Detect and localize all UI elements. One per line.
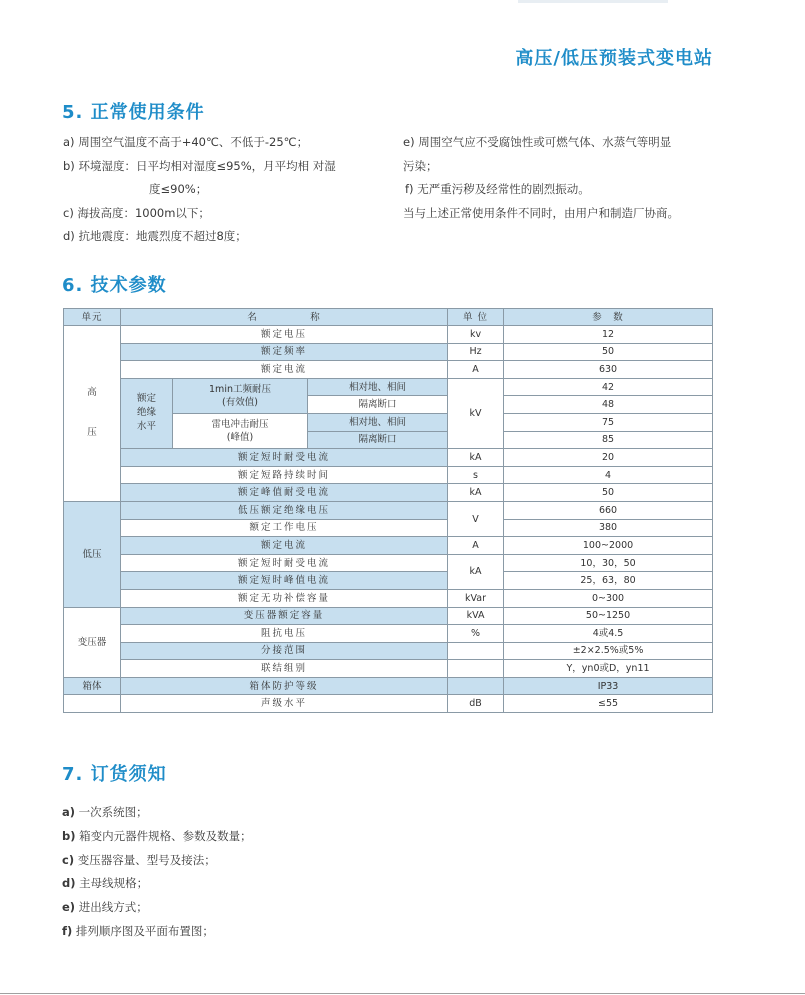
section-5-title: 5. 正常使用条件 [62,102,205,123]
header-param: 参 数 [504,309,713,326]
group-hv: 高 压 [64,326,121,502]
value-cell: IP33 [504,677,713,695]
tr-vector-group: 联结组别 [121,660,448,678]
hv-rated-voltage: 额定电压 [121,326,448,344]
list-item: f) 排列顺序图及平面布置图； [62,923,214,938]
value-cell: 50 [504,343,713,361]
hv-peak-current: 额定峰值耐受电流 [121,484,448,502]
hv-rated-current: 额定电流 [121,361,448,379]
condition-e: e) 周围空气应不受腐蚀性或可燃气体、水蒸气等明显 [403,135,672,149]
value-cell: 630 [504,361,713,379]
tr-rated-capacity: 变压器额定容量 [121,607,448,625]
technical-parameters-table [63,308,713,713]
value-cell: 0~300 [504,589,713,607]
isolating-gap: 隔离断口 [308,431,448,449]
tr-impedance-voltage: 阻抗电压 [121,625,448,643]
value-cell: 48 [504,396,713,414]
unit-cell [448,660,504,678]
unit-cell [448,642,504,660]
list-item: d) 主母线规格； [62,876,149,891]
header-unit: 单 位 [448,309,504,326]
unit-cell: V [448,501,504,536]
group-enclosure-cont [64,695,121,713]
value-cell: Y，yn0或D，yn11 [504,660,713,678]
value-cell: 50~1250 [504,607,713,625]
value-cell: 4 [504,466,713,484]
hv-insulation-level: 额定 绝缘 水平 [121,378,173,448]
header-unit-group: 单元 [64,309,121,326]
group-enclosure: 箱体 [64,677,121,695]
lv-reactive-compensation: 额定无功补偿容量 [121,589,448,607]
unit-cell: kV [448,378,504,448]
value-cell: ≤55 [504,695,713,713]
value-cell: 4或4.5 [504,625,713,643]
unit-cell: kA [448,554,504,589]
lv-working-voltage: 额定工作电压 [121,519,448,537]
list-item: a) 一次系统图； [62,805,148,819]
unit-cell: dB [448,695,504,713]
list-item: b) 箱变内元器件规格、参数及数量； [62,828,252,843]
unit-cell: kVA [448,607,504,625]
value-cell: ±2×2.5%或5% [504,642,713,660]
list-item: c) 变压器容量、型号及接法； [62,852,216,867]
unit-cell: % [448,625,504,643]
lv-short-time-current: 额定短时耐受电流 [121,554,448,572]
hv-short-circuit-duration: 额定短路持续时间 [121,466,448,484]
condition-note: 当与上述正常使用条件不同时，由用户和制造厂协商。 [403,205,679,220]
condition-c: c) 海拔高度：1000m以下； [63,205,210,220]
conditions-right [403,131,733,225]
document-title: 高压/低压预装式变电站 [515,48,713,69]
box-protection-grade: 箱体防护等级 [121,677,448,695]
value-cell: 25，63，80 [504,572,713,590]
group-transformer: 变压器 [64,607,121,677]
lv-rated-current: 额定电流 [121,537,448,555]
unit-cell: s [448,466,504,484]
conditions-left [63,131,393,249]
unit-cell: kVar [448,589,504,607]
tr-tap-range: 分接范围 [121,642,448,660]
hv-lightning-impulse: 雷电冲击耐压 (峰值) [173,413,308,448]
value-cell: 50 [504,484,713,502]
condition-b-cont: 度≤90%； [149,182,208,196]
lv-short-time-peak: 额定短时峰值电流 [121,572,448,590]
footer-divider [0,993,805,994]
value-cell: 100~2000 [504,537,713,555]
condition-b: b) 环境湿度：日平均相对湿度≤95%，月平均相 对湿 [63,158,336,173]
section-6-title: 6. 技术参数 [62,275,167,296]
isolating-gap: 隔离断口 [308,396,448,414]
unit-cell: kv [448,326,504,344]
hv-short-time-current: 额定短时耐受电流 [121,449,448,467]
condition-e-cont: 污染； [403,158,438,173]
condition-f: f) 无严重污秽及经常性的剧烈振动。 [405,182,590,196]
top-decor-bar [518,0,668,3]
value-cell: 12 [504,326,713,344]
phase-to-earth: 相对地、相间 [308,378,448,396]
order-notes-list [62,801,252,944]
hv-rated-frequency: 额定频率 [121,343,448,361]
value-cell: 20 [504,449,713,467]
unit-cell [448,677,504,695]
condition-d: d) 抗地震度：地震烈度不超过8度； [63,229,247,243]
unit-cell: Hz [448,343,504,361]
value-cell: 75 [504,413,713,431]
value-cell: 660 [504,501,713,519]
value-cell: 10，30，50 [504,554,713,572]
box-noise-level: 声级水平 [121,695,448,713]
hv-power-frequency: 1min工频耐压 (有效值) [173,378,308,413]
value-cell: 380 [504,519,713,537]
unit-cell: kA [448,484,504,502]
unit-cell: kA [448,449,504,467]
phase-to-earth: 相对地、相间 [308,413,448,431]
unit-cell: A [448,537,504,555]
value-cell: 42 [504,378,713,396]
value-cell: 85 [504,431,713,449]
unit-cell: A [448,361,504,379]
list-item: e) 进出线方式； [62,900,148,915]
condition-a: a) 周围空气温度不高于+40℃、不低于-25℃； [63,135,309,149]
header-name: 名 称 [121,309,448,326]
section-7-title: 7. 订货须知 [62,764,167,785]
lv-insulation-voltage: 低压额定绝缘电压 [121,501,448,519]
group-lv: 低压 [64,501,121,607]
